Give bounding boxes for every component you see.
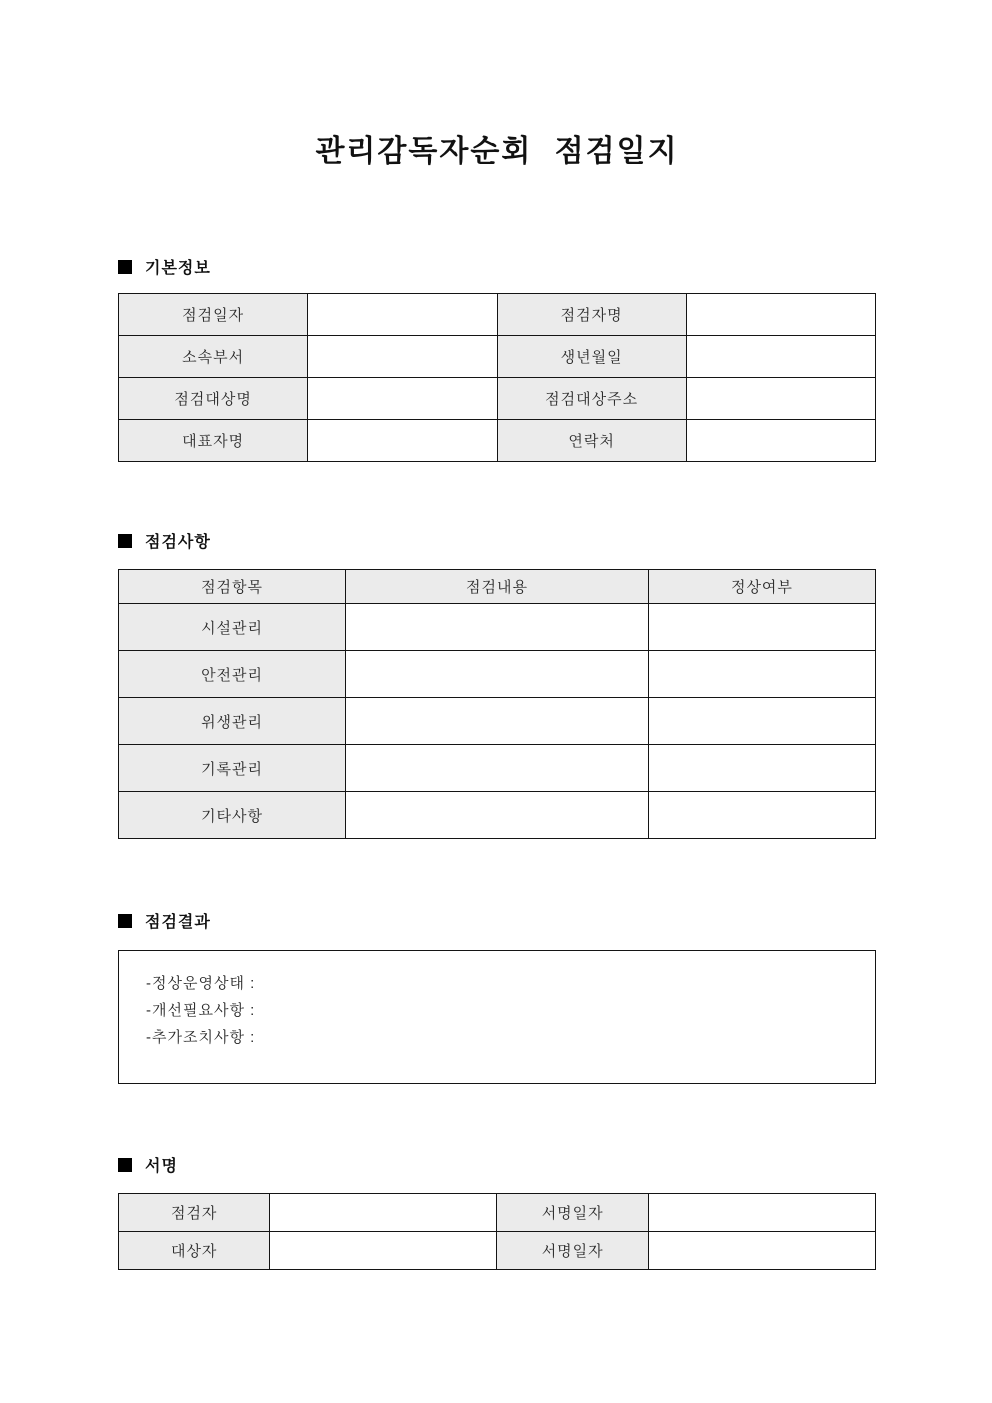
section-heading-inspection-result xyxy=(118,909,876,932)
label-cell-inspector-name: 점검자명 xyxy=(497,294,686,336)
section-heading-basic-info xyxy=(118,255,876,278)
label-cell-department: 소속부서 xyxy=(119,336,308,378)
table-row xyxy=(119,604,876,651)
column-header-content: 점검내용 xyxy=(346,570,649,604)
table-row xyxy=(119,745,876,792)
value-cell-department xyxy=(308,336,497,378)
value-cell-target-address xyxy=(686,378,875,420)
value-cell-birth-date xyxy=(686,336,875,378)
result-line-improvement-needed: -개선필요사항 : xyxy=(146,1002,256,1019)
label-cell-inspector: 점검자 xyxy=(119,1194,270,1232)
inspection-items-table xyxy=(118,569,876,839)
content-cell xyxy=(346,745,649,792)
content-cell xyxy=(346,604,649,651)
value-cell-contact xyxy=(686,420,875,462)
label-cell-representative: 대표자명 xyxy=(119,420,308,462)
column-header-status: 정상여부 xyxy=(648,570,875,604)
label-cell-sign-date-1: 서명일자 xyxy=(497,1194,648,1232)
status-cell xyxy=(648,792,875,839)
section-heading-inspection-items xyxy=(118,529,876,552)
item-cell-hygiene: 위생관리 xyxy=(119,698,346,745)
table-row xyxy=(119,294,876,336)
value-cell-sign-date-2 xyxy=(648,1232,875,1270)
black-square-icon xyxy=(118,534,132,548)
column-header-item: 점검항목 xyxy=(119,570,346,604)
section-heading-label: 점검결과 xyxy=(145,914,211,931)
result-box xyxy=(118,950,876,1084)
item-cell-safety: 안전관리 xyxy=(119,651,346,698)
section-signature xyxy=(118,1153,876,1270)
content-cell xyxy=(346,792,649,839)
section-heading-label: 서명 xyxy=(145,1158,178,1175)
status-cell xyxy=(648,604,875,651)
value-cell-inspector-sign xyxy=(270,1194,497,1232)
label-cell-target-address: 점검대상주소 xyxy=(497,378,686,420)
status-cell xyxy=(648,698,875,745)
section-heading-label: 점검사항 xyxy=(145,534,211,551)
basic-info-table xyxy=(118,293,876,462)
item-cell-others: 기타사항 xyxy=(119,792,346,839)
black-square-icon xyxy=(118,1158,132,1172)
table-row xyxy=(119,1194,876,1232)
label-cell-target-name: 점검대상명 xyxy=(119,378,308,420)
label-cell-subject: 대상자 xyxy=(119,1232,270,1270)
result-line-additional-action: -추가조치사항 : xyxy=(146,1029,256,1046)
value-cell-target-name xyxy=(308,378,497,420)
label-cell-inspection-date: 점검일자 xyxy=(119,294,308,336)
table-row xyxy=(119,378,876,420)
value-cell-sign-date-1 xyxy=(648,1194,875,1232)
section-inspection-result xyxy=(118,909,876,1084)
section-heading-label: 기본정보 xyxy=(145,260,211,277)
table-row xyxy=(119,336,876,378)
table-row xyxy=(119,1232,876,1270)
content-cell xyxy=(346,698,649,745)
section-basic-info xyxy=(118,255,876,462)
table-row xyxy=(119,420,876,462)
value-cell-representative xyxy=(308,420,497,462)
label-cell-birth-date: 생년월일 xyxy=(497,336,686,378)
content-cell xyxy=(346,651,649,698)
table-row xyxy=(119,792,876,839)
label-cell-sign-date-2: 서명일자 xyxy=(497,1232,648,1270)
black-square-icon xyxy=(118,914,132,928)
section-heading-signature xyxy=(118,1153,876,1176)
page-title: 관리감독자순회 점검일지 xyxy=(315,135,679,168)
document-page xyxy=(118,0,876,1270)
value-cell-inspection-date xyxy=(308,294,497,336)
table-header-row xyxy=(119,570,876,604)
value-cell-inspector-name xyxy=(686,294,875,336)
result-line-normal-operation: -정상운영상태 : xyxy=(146,975,256,992)
label-cell-contact: 연락처 xyxy=(497,420,686,462)
table-row xyxy=(119,651,876,698)
section-inspection-items xyxy=(118,529,876,839)
item-cell-facility: 시설관리 xyxy=(119,604,346,651)
black-square-icon xyxy=(118,260,132,274)
signature-table xyxy=(118,1193,876,1270)
status-cell xyxy=(648,745,875,792)
item-cell-records: 기록관리 xyxy=(119,745,346,792)
table-row xyxy=(119,698,876,745)
status-cell xyxy=(648,651,875,698)
value-cell-subject-sign xyxy=(270,1232,497,1270)
